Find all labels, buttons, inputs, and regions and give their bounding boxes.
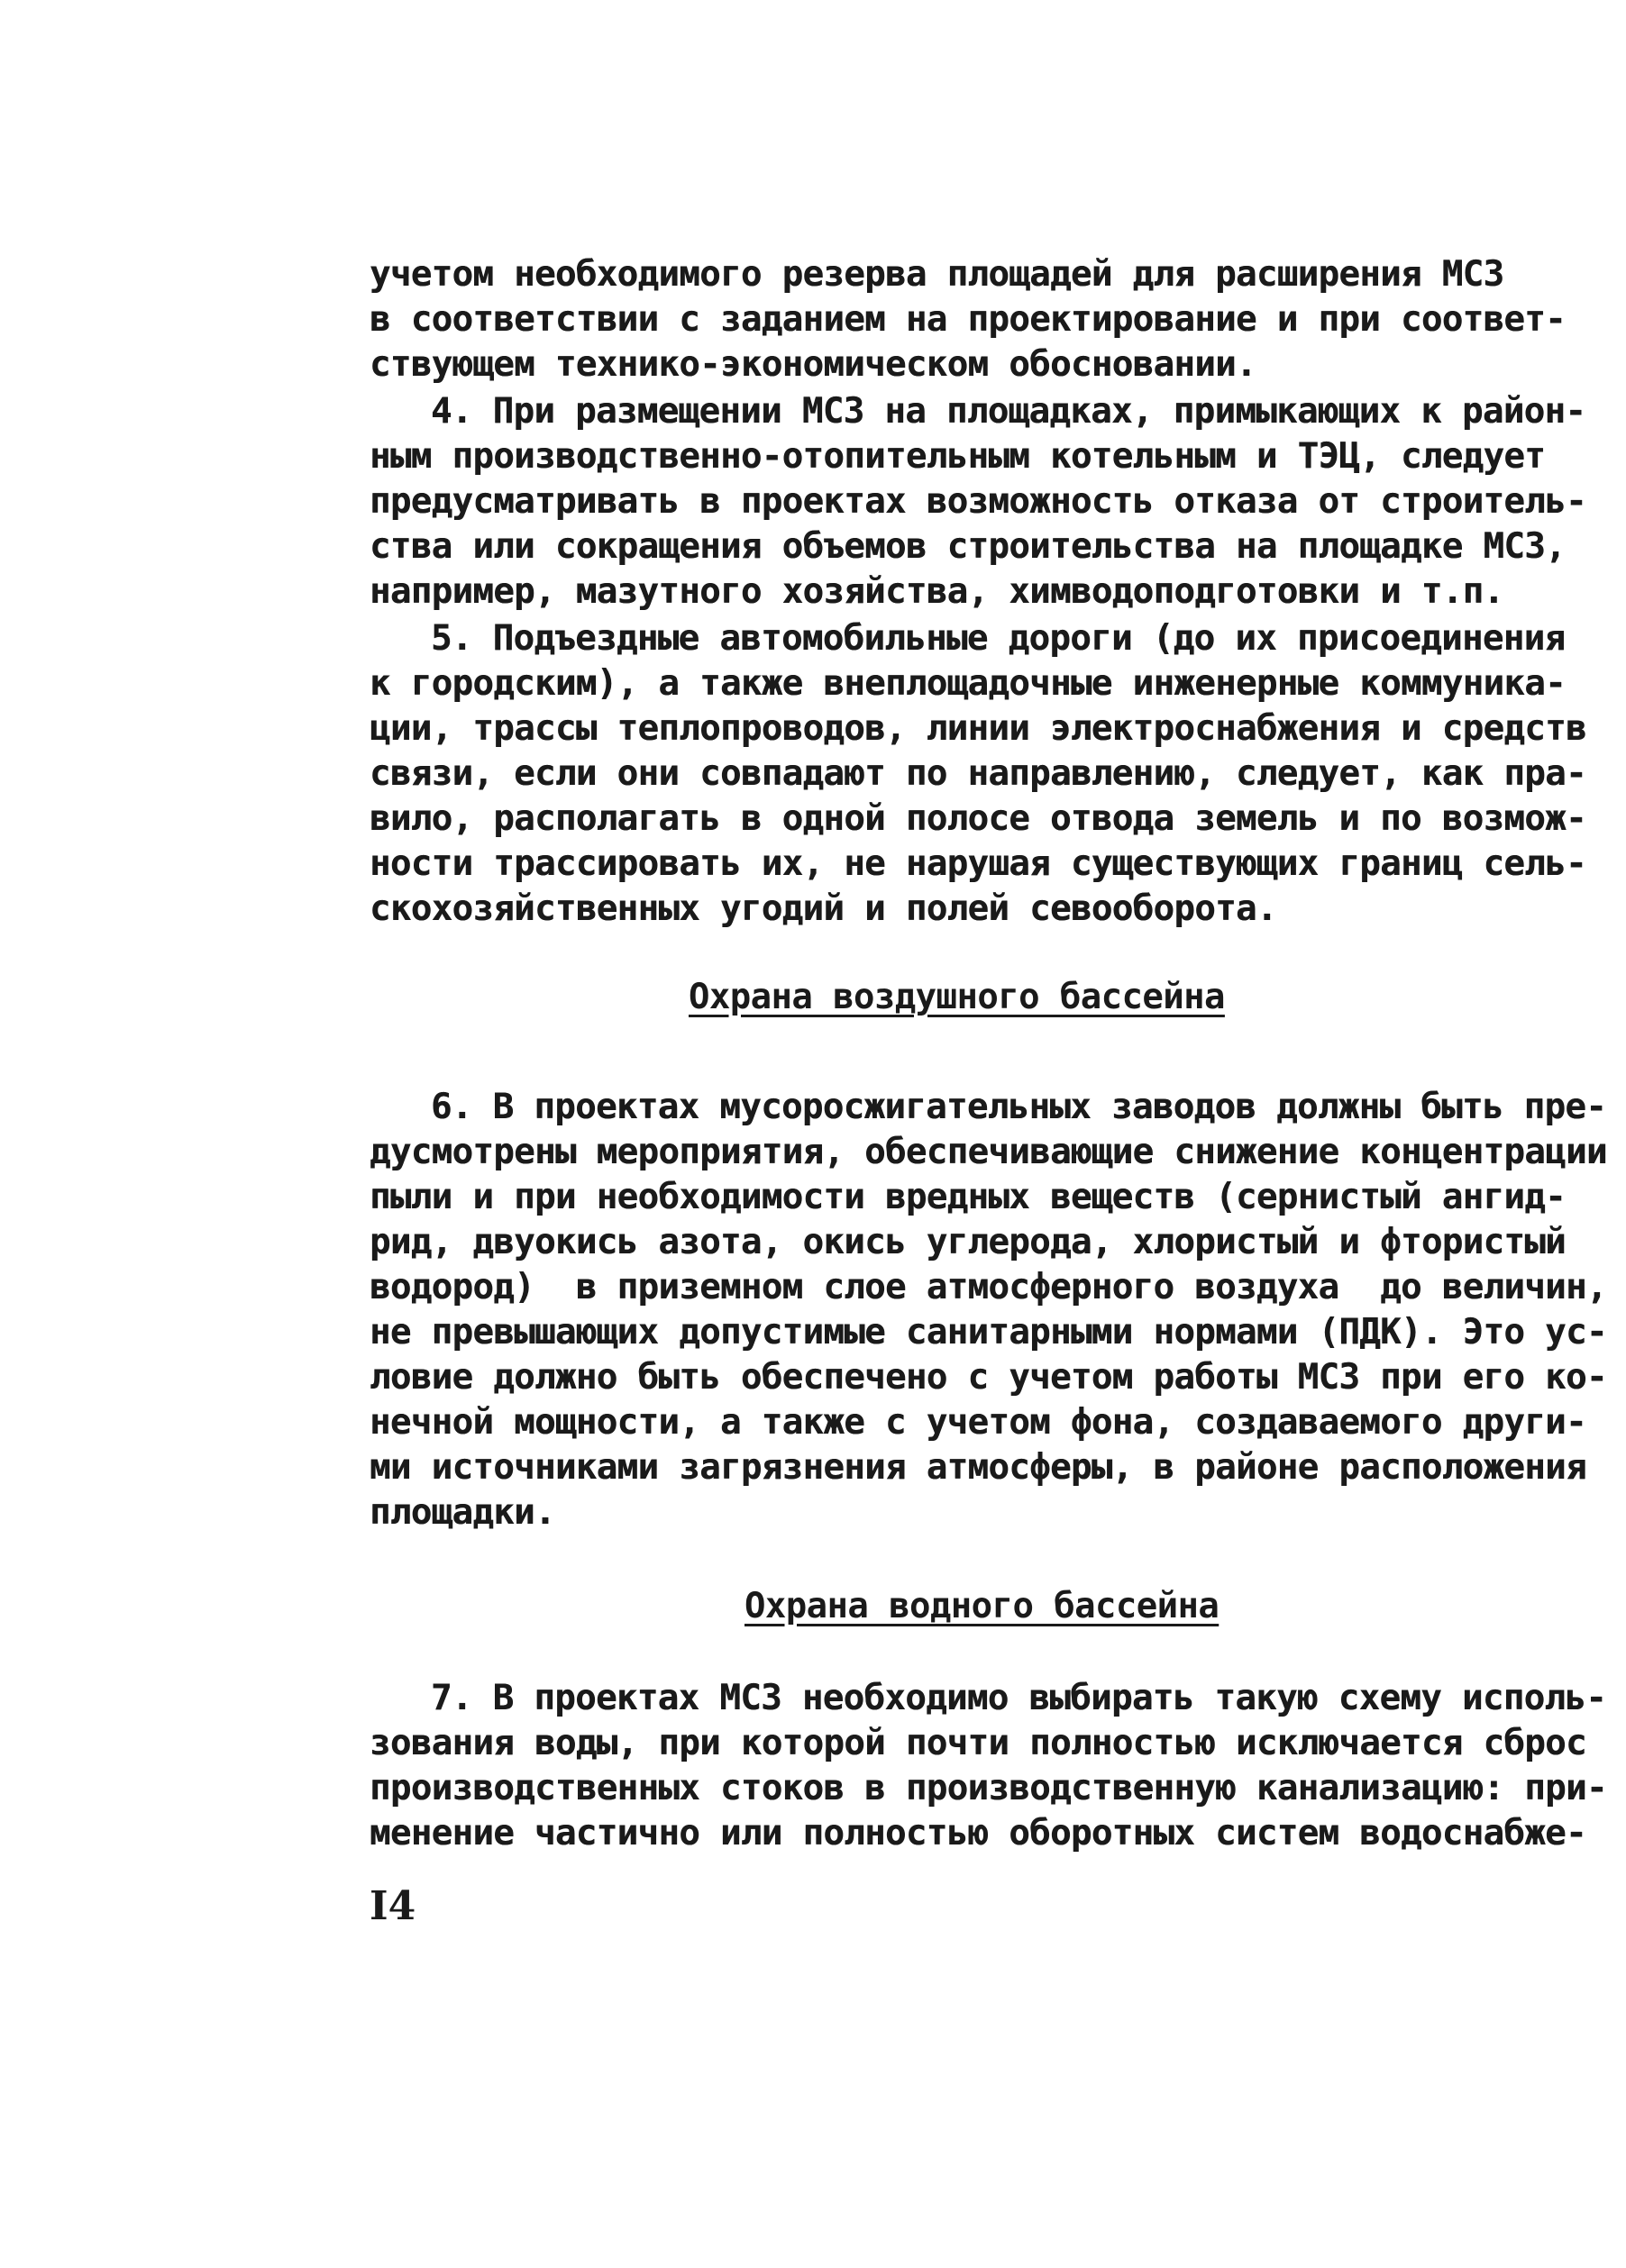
paragraph-6-line: пыли и при необходимости вредных веществ (сернистый ангид- <box>370 1177 1567 1217</box>
section-heading-water: Охрана водного бассейна <box>744 1586 1220 1626</box>
paragraph-6-line: не превышающих допустимые санитарными нормами (ПДК). Это ус- <box>370 1312 1607 1353</box>
page-number: I4 <box>370 1883 416 1929</box>
paragraph-6-line: нечной мощности, а также с учетом фона, создаваемого други- <box>370 1402 1586 1443</box>
paragraph-5-line: 5. Подъездные автомобильные дороги (до их присоединения <box>431 618 1566 659</box>
paragraph-5-line: ности трассировать их, не нарушая существующих границ сель- <box>370 843 1586 884</box>
paragraph-7-line: 7. В проектах МСЗ необходимо выбирать такую схему исполь- <box>431 1678 1607 1718</box>
text-line: учетом необходимого резерва площадей для расширения МСЗ <box>370 254 1504 295</box>
section-heading-air: Охрана воздушного бассейна <box>689 977 1225 1017</box>
paragraph-5-line: ции, трассы теплопроводов, линии электроснабжения и средств <box>370 708 1586 749</box>
paragraph-6-line: ловие должно быть обеспечено с учетом работы МСЗ при его ко- <box>370 1357 1607 1398</box>
paragraph-6-line: 6. В проектах мусоросжигательных заводов должны быть пре- <box>431 1087 1607 1127</box>
paragraph-7-line: зования воды, при которой почти полностью исключается сброс <box>370 1723 1586 1763</box>
paragraph-4-line: предусматривать в проектах возможность отказа от строитель- <box>370 481 1586 522</box>
paragraph-4-line: например, мазутного хозяйства, химводоподготовки и т.п. <box>370 571 1504 612</box>
paragraph-5-line: вило, располагать в одной полосе отвода земель и по возмож- <box>370 798 1586 839</box>
paragraph-6-line: дусмотрены мероприятия, обеспечивающие снижение концентрации <box>370 1132 1607 1172</box>
paragraph-6-line: водород) в приземном слое атмосферного воздуха до величин, <box>370 1267 1607 1307</box>
text-line: ствующем технико-экономическом обосновании. <box>370 344 1256 385</box>
paragraph-7-line: менение частично или полностью оборотных систем водоснабже- <box>370 1813 1586 1854</box>
paragraph-5-line: скохозяйственных угодий и полей севооборота. <box>370 888 1277 929</box>
paragraph-4-line: ства или сокращения объемов строительства на площадке МСЗ, <box>370 526 1567 567</box>
paragraph-6-line: площадки. <box>370 1492 555 1533</box>
paragraph-6-line: ми источниками загрязнения атмосферы, в районе расположения <box>370 1447 1586 1488</box>
paragraph-5-line: к городским), а также внеплощадочные инженерные коммуника- <box>370 663 1567 704</box>
paragraph-7-line: производственных стоков в производственную канализацию: при- <box>370 1768 1607 1808</box>
paragraph-6-line: рид, двуокись азота, окись углерода, хлористый и фтористый <box>370 1222 1567 1262</box>
text-line: в соответствии с заданием на проектирование и при соответ- <box>370 299 1567 340</box>
paragraph-5-line: связи, если они совпадают по направлению, следует, как пра- <box>370 753 1586 794</box>
paragraph-4-line: ным производственно-отопительным котельным и ТЭЦ, следует <box>370 436 1546 477</box>
paragraph-4-line: 4. При размещении МСЗ на площадках, примыкающих к район- <box>431 391 1586 432</box>
